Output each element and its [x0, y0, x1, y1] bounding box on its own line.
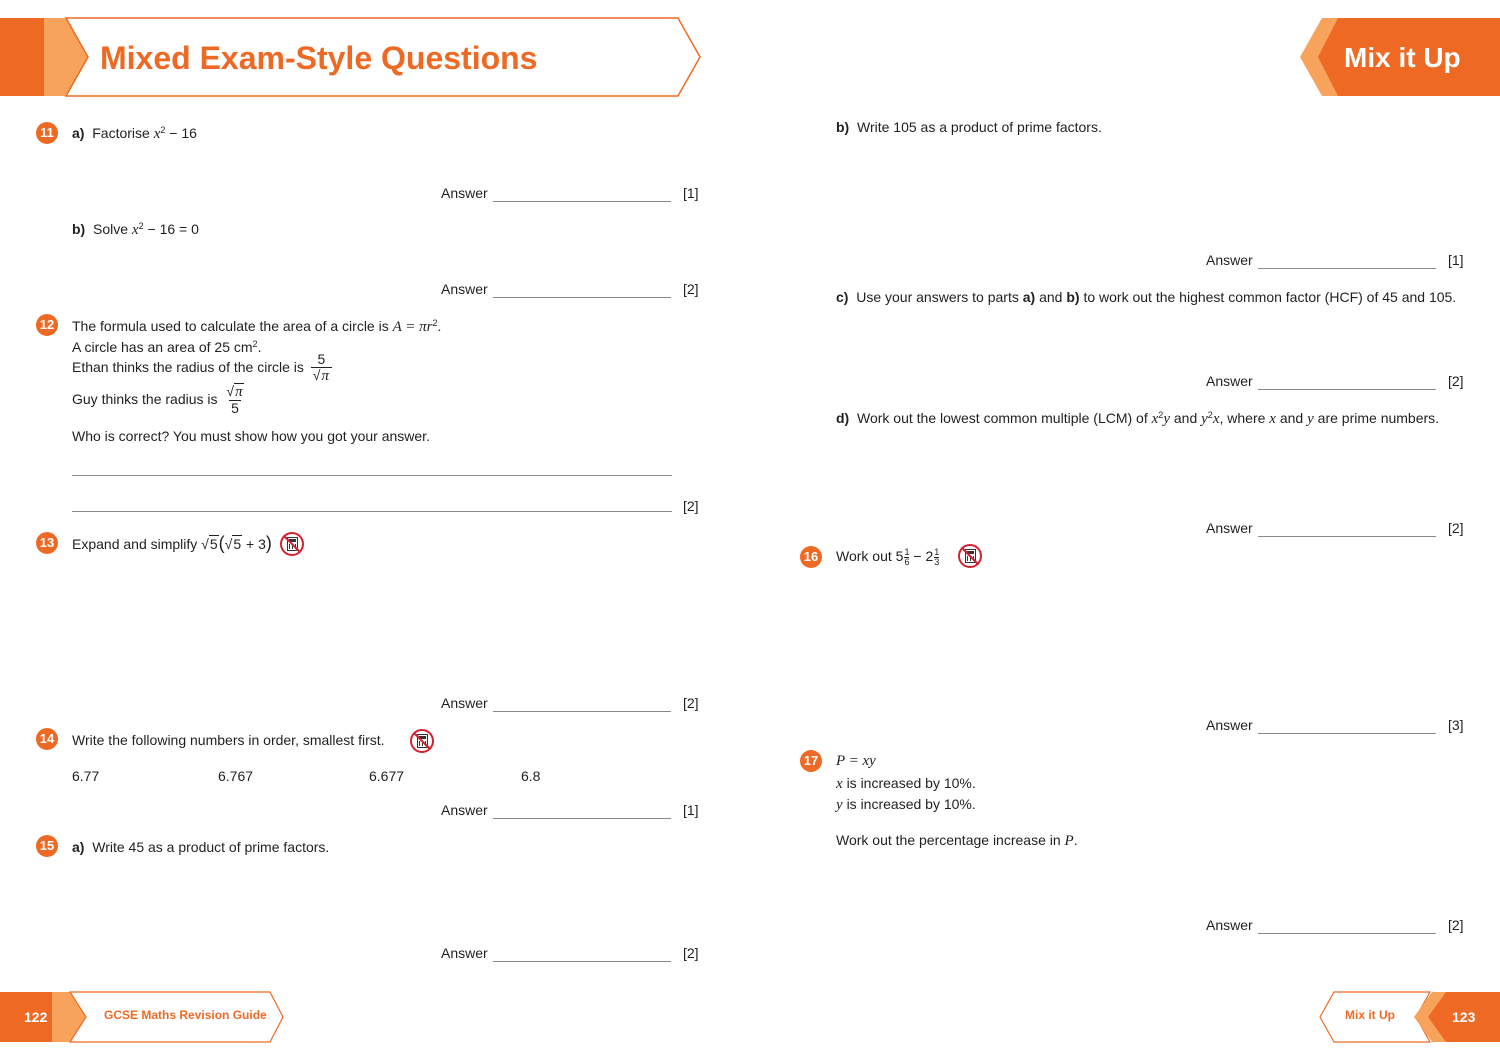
- question-text: A circle has an area of 25 cm: [72, 339, 253, 355]
- no-calculator-icon: [410, 729, 434, 753]
- answer-line[interactable]: [1206, 519, 1476, 539]
- operator: −: [913, 548, 922, 564]
- question-12-line4: [72, 382, 249, 416]
- math-var: y: [1201, 411, 1208, 427]
- answer-label: Answer: [1206, 717, 1253, 733]
- question-15c: [836, 288, 1456, 306]
- question-13: Expand and simplify √5(√5 + 3): [72, 533, 272, 553]
- question-number: 17: [800, 750, 822, 772]
- mark-allocation: [2]: [683, 281, 699, 297]
- radicand: 5: [233, 536, 242, 552]
- question-text: Work out: [836, 548, 892, 564]
- question-text: Factorise: [92, 125, 150, 141]
- no-calculator-icon: [958, 544, 982, 568]
- mark-allocation: [2]: [683, 945, 699, 961]
- part-label: a): [72, 125, 85, 141]
- question-text: is increased by 10%.: [846, 796, 976, 812]
- question-text: Guy thinks the radius is: [72, 391, 218, 407]
- answer-label: Answer: [1206, 520, 1253, 536]
- mark-allocation: [2]: [1448, 917, 1464, 933]
- answer-line[interactable]: [441, 801, 711, 821]
- part-ref: b): [1066, 289, 1080, 305]
- part-label: c): [836, 289, 849, 305]
- question-12-line3: [72, 350, 335, 384]
- math-rest: + 3: [242, 536, 266, 552]
- mark-allocation: [1]: [683, 802, 699, 818]
- radicand: π: [235, 384, 243, 401]
- exponent: 2: [252, 339, 258, 349]
- punctuation: .: [257, 339, 262, 355]
- exponent: 2: [432, 318, 438, 328]
- answer-label: Answer: [1206, 373, 1253, 389]
- question-11a: [72, 124, 197, 143]
- answer-label: Answer: [441, 281, 488, 297]
- question-text: , where: [1219, 410, 1266, 426]
- question-text: Write 105 as a product of prime factors.: [857, 119, 1102, 135]
- question-text: Work out the percentage increase in: [836, 832, 1061, 848]
- question-number: 16: [800, 546, 822, 568]
- denominator: 6: [904, 556, 910, 567]
- punctuation: .: [437, 318, 442, 334]
- question-text: Expand and simplify: [72, 536, 198, 552]
- math-var: x: [131, 222, 139, 238]
- number-item: 6.677: [369, 768, 405, 784]
- answer-underline: [1258, 268, 1436, 269]
- exponent: 2: [1158, 410, 1164, 420]
- question-number: 11: [36, 122, 58, 144]
- question-15a: [72, 838, 329, 856]
- answer-line[interactable]: [1206, 251, 1476, 271]
- numerator: 1: [934, 546, 940, 557]
- number-item: 6.77: [72, 768, 100, 784]
- math-var: P: [1064, 833, 1074, 849]
- guy-fraction: [224, 384, 245, 416]
- answer-line[interactable]: [441, 694, 711, 714]
- question-number: 15: [36, 835, 58, 857]
- mark-allocation: [2]: [683, 498, 699, 514]
- answer-underline: [1258, 389, 1436, 390]
- no-calculator-icon: [280, 532, 304, 556]
- page-number-right: 123: [1452, 1009, 1476, 1025]
- part-label: d): [836, 410, 850, 426]
- punctuation: .: [1073, 832, 1078, 848]
- math-var: x: [836, 776, 843, 792]
- numerator: 1: [904, 546, 910, 557]
- math-var: x: [153, 126, 161, 142]
- question-number: 12: [36, 314, 58, 336]
- question-11b: [72, 220, 199, 239]
- working-line[interactable]: [72, 475, 672, 476]
- number-item: 6.8: [521, 768, 541, 784]
- formula: A = πr: [392, 319, 433, 335]
- part-label: a): [72, 839, 85, 855]
- answer-underline: [493, 711, 671, 712]
- math-rest: − 16 = 0: [143, 221, 199, 237]
- mark-allocation: [2]: [1448, 373, 1464, 389]
- math-var: x: [1269, 411, 1276, 427]
- whole-number: 5: [895, 548, 904, 564]
- question-15b: [836, 118, 1102, 136]
- question-text: is increased by 10%.: [846, 775, 976, 791]
- question-text: and: [1039, 289, 1063, 305]
- mark-allocation: [1]: [683, 185, 699, 201]
- radicand: 5: [209, 536, 218, 552]
- answer-line[interactable]: [1206, 372, 1476, 392]
- question-number: 13: [36, 532, 58, 554]
- answer-underline: [493, 201, 671, 202]
- mark-allocation: [2]: [683, 695, 699, 711]
- question-15d: [836, 409, 1439, 428]
- radicand: π: [321, 368, 329, 385]
- answer-line[interactable]: [1206, 916, 1476, 936]
- question-14: Write the following numbers in order, smallest first.: [72, 732, 385, 748]
- question-text: Use your answers to parts: [856, 289, 1019, 305]
- denominator: 3: [934, 556, 940, 567]
- answer-label: Answer: [441, 945, 488, 961]
- question-text: Write 45 as a product of prime factors.: [92, 839, 330, 855]
- part-label: b): [72, 221, 86, 237]
- question-text: to work out the highest common factor (HCF) of 45 and 105.: [1083, 289, 1457, 305]
- whole-number: 2: [925, 548, 934, 564]
- number-item: 6.767: [218, 768, 254, 784]
- part-ref: a): [1022, 289, 1036, 305]
- answer-underline: [1258, 536, 1436, 537]
- mark-allocation: [3]: [1448, 717, 1464, 733]
- part-label: b): [836, 119, 850, 135]
- answer-line[interactable]: [1206, 716, 1476, 736]
- page-title: Mixed Exam-Style Questions: [100, 40, 538, 76]
- answer-line[interactable]: [441, 944, 711, 964]
- denominator: √π: [311, 367, 332, 384]
- mixed-fraction: [904, 548, 909, 567]
- question-number: 14: [36, 728, 58, 750]
- math-rest: − 16: [165, 125, 197, 141]
- question-text: and: [1173, 410, 1198, 426]
- denominator: 5: [231, 400, 239, 417]
- question-12-line1: [72, 317, 441, 336]
- answer-underline: [493, 818, 671, 819]
- answer-label: Answer: [1206, 917, 1253, 933]
- question-17-prompt: [836, 831, 1078, 850]
- question-12-prompt: Who is correct? You must show how you got your answer.: [72, 428, 430, 444]
- exponent: 2: [138, 221, 144, 231]
- question-text: Solve: [93, 221, 129, 237]
- answer-line[interactable]: [441, 184, 711, 204]
- page-number-left: 122: [24, 1009, 48, 1025]
- question-17-line2: [836, 774, 976, 793]
- answer-label: Answer: [441, 695, 488, 711]
- math-var: y: [1307, 411, 1314, 427]
- numerator: √π: [226, 383, 243, 401]
- question-17-line3: [836, 795, 976, 814]
- math-var: y: [836, 797, 843, 813]
- exponent: 2: [160, 125, 166, 135]
- answer-underline: [493, 297, 671, 298]
- ethan-fraction: [311, 352, 332, 384]
- math-var: x: [1212, 411, 1220, 427]
- mixed-fraction: [934, 548, 939, 567]
- answer-label: Answer: [441, 185, 488, 201]
- math-var: y: [1163, 411, 1170, 427]
- answer-underline: [493, 961, 671, 962]
- exponent: 2: [1207, 410, 1213, 420]
- answer-label: Answer: [1206, 252, 1253, 268]
- mark-allocation: [2]: [1448, 520, 1464, 536]
- section-badge: Mix it Up: [1344, 42, 1461, 73]
- math-var: x: [1151, 411, 1159, 427]
- question-text: Work out the lowest common multiple (LCM) of: [857, 410, 1148, 426]
- footer-book-title: GCSE Maths Revision Guide: [104, 1008, 267, 1022]
- answer-underline: [1258, 733, 1436, 734]
- question-16: [836, 540, 939, 572]
- working-line[interactable]: [72, 511, 672, 512]
- footer-section-title: Mix it Up: [1345, 1008, 1395, 1022]
- formula: P = xy: [836, 753, 876, 769]
- numerator: 5: [317, 351, 326, 368]
- question-text: and: [1279, 410, 1304, 426]
- question-text: are prime numbers.: [1317, 410, 1440, 426]
- answer-label: Answer: [441, 802, 488, 818]
- answer-line[interactable]: [441, 280, 711, 300]
- mark-allocation: [1]: [1448, 252, 1464, 268]
- question-text: Ethan thinks the radius of the circle is: [72, 359, 304, 375]
- answer-underline: [1258, 933, 1436, 934]
- question-text: The formula used to calculate the area of a circle is: [72, 318, 389, 334]
